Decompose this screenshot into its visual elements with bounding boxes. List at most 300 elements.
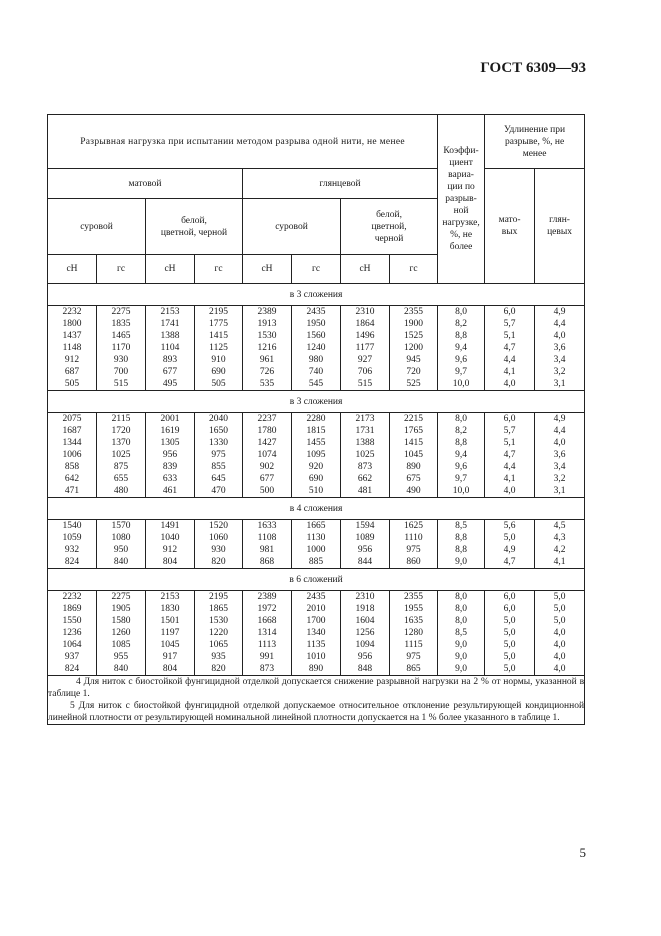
data-value: 675 bbox=[406, 474, 421, 484]
data-value: 1130 bbox=[306, 533, 326, 543]
data-value: 1731 bbox=[355, 426, 375, 436]
data-value: 8,8 bbox=[455, 438, 467, 448]
data-value: 1780 bbox=[257, 426, 277, 436]
data-value: 1765 bbox=[404, 426, 424, 436]
data-value: 1085 bbox=[111, 640, 131, 650]
section-data-row bbox=[48, 306, 585, 391]
note-4: 4 Для ниток с биостойкой фунгицидной отделкой допускается снижение разрывной нагрузки на 2 % от нормы, указанной в таблице 1. bbox=[48, 677, 585, 699]
data-column bbox=[146, 413, 195, 498]
data-value: 9,0 bbox=[455, 557, 467, 567]
data-value: 920 bbox=[308, 462, 324, 472]
data-value: 1197 bbox=[160, 628, 180, 638]
data-column bbox=[390, 306, 438, 391]
data-value: 1000 bbox=[306, 545, 326, 555]
data-column bbox=[341, 413, 390, 498]
data-value: 1060 bbox=[209, 533, 228, 543]
data-value: 2435 bbox=[306, 592, 326, 602]
data-value: 917 bbox=[162, 652, 178, 662]
data-value: 3,6 bbox=[553, 450, 566, 460]
data-value: 1665 bbox=[306, 521, 326, 531]
data-value: 975 bbox=[406, 545, 421, 555]
data-value: 1064 bbox=[62, 640, 82, 650]
section-title-row bbox=[48, 498, 585, 520]
data-value: 8,8 bbox=[455, 331, 467, 341]
data-value: 930 bbox=[211, 545, 226, 555]
data-value: 840 bbox=[113, 664, 129, 674]
data-value: 1900 bbox=[404, 319, 424, 329]
data-value: 9,7 bbox=[455, 474, 467, 484]
data-value: 956 bbox=[357, 652, 373, 662]
data-value: 720 bbox=[406, 367, 421, 377]
data-value: 1045 bbox=[404, 450, 424, 460]
data-value: 961 bbox=[259, 355, 275, 365]
data-value: 706 bbox=[357, 367, 373, 377]
data-value: 5,7 bbox=[503, 426, 516, 436]
data-column bbox=[535, 413, 585, 498]
data-value: 1074 bbox=[257, 450, 277, 460]
data-value: 945 bbox=[406, 355, 421, 365]
data-value: 4,1 bbox=[553, 557, 566, 567]
data-value: 1560 bbox=[306, 331, 326, 341]
data-value: 655 bbox=[113, 474, 129, 484]
data-value: 3,2 bbox=[553, 474, 566, 484]
data-sections bbox=[48, 284, 585, 676]
data-value: 5,0 bbox=[553, 592, 566, 602]
data-value: 5,0 bbox=[503, 664, 516, 674]
header-row-2 bbox=[48, 169, 585, 199]
data-column bbox=[195, 413, 243, 498]
data-value: 1025 bbox=[355, 450, 375, 460]
data-column bbox=[48, 306, 97, 391]
data-value: 912 bbox=[64, 355, 80, 365]
data-value: 495 bbox=[162, 379, 178, 389]
data-value: 1370 bbox=[111, 438, 131, 448]
data-value: 471 bbox=[64, 486, 80, 496]
data-value: 2310 bbox=[355, 307, 375, 317]
data-value: 1110 bbox=[404, 533, 423, 543]
unit-gs: гс bbox=[390, 255, 438, 284]
data-value: 3,4 bbox=[553, 355, 566, 365]
elongation-matte-header: мато- вых bbox=[485, 169, 535, 284]
data-value: 3,1 bbox=[553, 486, 566, 496]
data-value: 4,4 bbox=[553, 426, 566, 436]
data-value: 9,6 bbox=[455, 355, 467, 365]
data-value: 1864 bbox=[355, 319, 375, 329]
elongation-header: Удлинение при разрыве, %, не менее bbox=[485, 115, 585, 169]
data-value: 470 bbox=[211, 486, 226, 496]
section-data-row bbox=[48, 520, 585, 569]
glossy-raw-header: суровой bbox=[243, 199, 341, 255]
data-value: 1216 bbox=[257, 343, 277, 353]
data-value: 690 bbox=[308, 474, 324, 484]
data-value: 5,0 bbox=[503, 628, 516, 638]
document-code: ГОСТ 6309—93 bbox=[480, 60, 586, 76]
notes-row bbox=[48, 676, 585, 725]
data-value: 824 bbox=[64, 664, 80, 674]
data-value: 930 bbox=[113, 355, 129, 365]
data-value: 2389 bbox=[257, 307, 277, 317]
data-value: 505 bbox=[211, 379, 226, 389]
data-value: 2075 bbox=[62, 414, 82, 424]
elongation-glossy-header: глян- цевых bbox=[535, 169, 585, 284]
data-value: 505 bbox=[64, 379, 80, 389]
data-value: 8,5 bbox=[455, 521, 467, 531]
data-column bbox=[341, 520, 390, 569]
data-column bbox=[97, 306, 146, 391]
coef-variation-header: Коэффи- циент вариа- ции по разрыв- ной нагрузке, %, не более bbox=[438, 115, 485, 284]
data-value: 2355 bbox=[404, 307, 424, 317]
data-value: 4,1 bbox=[503, 367, 516, 377]
data-value: 1415 bbox=[209, 331, 228, 341]
data-value: 858 bbox=[64, 462, 80, 472]
data-value: 1427 bbox=[257, 438, 277, 448]
data-column bbox=[438, 520, 485, 569]
data-value: 1594 bbox=[355, 521, 375, 531]
data-column bbox=[243, 591, 292, 676]
data-value: 937 bbox=[64, 652, 80, 662]
data-value: 2232 bbox=[62, 307, 82, 317]
data-value: 910 bbox=[211, 355, 226, 365]
data-value: 1113 bbox=[257, 640, 277, 650]
data-column bbox=[48, 591, 97, 676]
data-value: 848 bbox=[357, 664, 373, 674]
data-value: 1094 bbox=[355, 640, 375, 650]
data-value: 9,6 bbox=[455, 462, 467, 472]
data-value: 642 bbox=[64, 474, 80, 484]
data-value: 1170 bbox=[111, 343, 131, 353]
data-column bbox=[97, 591, 146, 676]
data-value: 6,0 bbox=[503, 414, 516, 424]
section-title-row bbox=[48, 391, 585, 413]
data-value: 885 bbox=[308, 557, 324, 567]
data-value: 677 bbox=[259, 474, 275, 484]
data-value: 6,0 bbox=[503, 307, 516, 317]
data-value: 5,0 bbox=[503, 640, 516, 650]
data-value: 1040 bbox=[160, 533, 180, 543]
data-value: 839 bbox=[162, 462, 178, 472]
data-value: 804 bbox=[162, 664, 178, 674]
data-value: 2215 bbox=[404, 414, 424, 424]
data-value: 515 bbox=[357, 379, 373, 389]
data-value: 2040 bbox=[209, 414, 228, 424]
data-value: 1604 bbox=[355, 616, 375, 626]
data-value: 1455 bbox=[306, 438, 326, 448]
data-value: 8,8 bbox=[455, 545, 467, 555]
data-column bbox=[485, 520, 535, 569]
data-column bbox=[341, 306, 390, 391]
data-value: 824 bbox=[64, 557, 80, 567]
data-value: 1388 bbox=[160, 331, 180, 341]
data-value: 4,7 bbox=[503, 450, 516, 460]
data-value: 8,8 bbox=[455, 533, 467, 543]
data-value: 5,1 bbox=[503, 438, 516, 448]
data-value: 740 bbox=[308, 367, 324, 377]
data-value: 2010 bbox=[306, 604, 326, 614]
data-value: 975 bbox=[211, 450, 226, 460]
data-value: 1095 bbox=[306, 450, 326, 460]
data-value: 2001 bbox=[160, 414, 180, 424]
data-value: 6,0 bbox=[503, 592, 516, 602]
data-value: 9,0 bbox=[455, 664, 467, 674]
data-value: 1570 bbox=[111, 521, 131, 531]
data-value: 1668 bbox=[257, 616, 277, 626]
data-value: 855 bbox=[211, 462, 226, 472]
section-title-row bbox=[48, 284, 585, 306]
section-title: в 3 сложения bbox=[48, 284, 585, 306]
data-value: 2237 bbox=[257, 414, 277, 424]
unit-gs: гс bbox=[97, 255, 146, 284]
section-title: в 3 сложения bbox=[48, 391, 585, 413]
data-column bbox=[535, 520, 585, 569]
data-value: 2153 bbox=[160, 307, 180, 317]
data-value: 975 bbox=[406, 652, 421, 662]
data-value: 535 bbox=[259, 379, 275, 389]
data-value: 1530 bbox=[257, 331, 277, 341]
data-value: 1530 bbox=[209, 616, 228, 626]
section-data-row bbox=[48, 413, 585, 498]
data-value: 6,0 bbox=[503, 604, 516, 614]
data-value: 2310 bbox=[355, 592, 375, 602]
notes-cell bbox=[48, 676, 585, 725]
data-column bbox=[535, 306, 585, 391]
data-value: 5,0 bbox=[553, 616, 566, 626]
data-value: 1815 bbox=[306, 426, 326, 436]
data-value: 890 bbox=[406, 462, 421, 472]
data-value: 10,0 bbox=[452, 486, 470, 496]
matte-header: матовой bbox=[48, 169, 243, 199]
data-value: 873 bbox=[357, 462, 373, 472]
data-value: 1830 bbox=[160, 604, 180, 614]
data-value: 2275 bbox=[111, 592, 131, 602]
data-value: 840 bbox=[113, 557, 129, 567]
data-value: 865 bbox=[406, 664, 421, 674]
data-value: 4,0 bbox=[503, 379, 516, 389]
data-value: 902 bbox=[259, 462, 275, 472]
data-value: 2232 bbox=[62, 592, 82, 602]
data-value: 1415 bbox=[404, 438, 424, 448]
data-column bbox=[485, 306, 535, 391]
data-value: 2280 bbox=[306, 414, 326, 424]
data-value: 1388 bbox=[355, 438, 375, 448]
data-value: 1491 bbox=[160, 521, 180, 531]
data-value: 4,0 bbox=[553, 652, 566, 662]
note-5: 5 Для ниток с биостойкой фунгицидной отделкой допускаемое относительное отклонение результирующей кондиционной линейной плотности от результирующей номинальной линейной плотности допускается на 1 % более указанного в таблице 1. bbox=[48, 701, 585, 723]
data-column bbox=[438, 413, 485, 498]
data-column bbox=[243, 413, 292, 498]
data-value: 8,0 bbox=[455, 307, 467, 317]
data-value: 726 bbox=[259, 367, 275, 377]
data-value: 1330 bbox=[209, 438, 228, 448]
data-value: 1540 bbox=[62, 521, 82, 531]
data-value: 956 bbox=[357, 545, 373, 555]
data-value: 2355 bbox=[404, 592, 424, 602]
data-value: 8,2 bbox=[455, 319, 467, 329]
data-column bbox=[48, 520, 97, 569]
data-value: 4,9 bbox=[553, 414, 566, 424]
page-number: 5 bbox=[579, 845, 586, 860]
section-data-row bbox=[48, 591, 585, 676]
data-value: 4,9 bbox=[503, 545, 516, 555]
data-value: 5,1 bbox=[503, 331, 516, 341]
data-value: 4,1 bbox=[503, 474, 516, 484]
unit-cn: сН bbox=[243, 255, 292, 284]
data-value: 956 bbox=[162, 450, 178, 460]
data-value: 875 bbox=[113, 462, 129, 472]
data-value: 1835 bbox=[111, 319, 131, 329]
data-value: 4,7 bbox=[503, 343, 516, 353]
data-value: 804 bbox=[162, 557, 178, 567]
data-value: 4,2 bbox=[553, 545, 566, 555]
data-value: 4,0 bbox=[553, 331, 566, 341]
data-value: 1775 bbox=[209, 319, 228, 329]
data-value: 991 bbox=[259, 652, 275, 662]
data-column bbox=[438, 591, 485, 676]
data-column bbox=[535, 591, 585, 676]
breaking-load-header: Разрывная нагрузка при испытании методом разрыва одной нити, не менее bbox=[48, 115, 438, 169]
data-value: 545 bbox=[308, 379, 324, 389]
data-value: 2115 bbox=[111, 414, 131, 424]
data-value: 1104 bbox=[160, 343, 180, 353]
data-value: 510 bbox=[308, 486, 324, 496]
data-column bbox=[195, 591, 243, 676]
data-value: 1465 bbox=[111, 331, 131, 341]
data-column bbox=[48, 413, 97, 498]
data-value: 9,4 bbox=[455, 343, 467, 353]
data-column bbox=[292, 413, 341, 498]
data-value: 4,4 bbox=[553, 319, 566, 329]
data-value: 5,0 bbox=[553, 604, 566, 614]
data-value: 461 bbox=[162, 486, 178, 496]
data-value: 8,0 bbox=[455, 414, 467, 424]
data-value: 1177 bbox=[355, 343, 375, 353]
data-value: 2389 bbox=[257, 592, 277, 602]
data-value: 873 bbox=[259, 664, 275, 674]
data-value: 1633 bbox=[257, 521, 277, 531]
data-value: 5,0 bbox=[503, 616, 516, 626]
data-value: 662 bbox=[357, 474, 373, 484]
data-value: 1148 bbox=[62, 343, 82, 353]
data-value: 8,2 bbox=[455, 426, 467, 436]
data-value: 1236 bbox=[62, 628, 82, 638]
data-value: 1550 bbox=[62, 616, 82, 626]
data-value: 5,6 bbox=[503, 521, 516, 531]
data-value: 955 bbox=[113, 652, 129, 662]
data-value: 1340 bbox=[306, 628, 326, 638]
data-value: 9,7 bbox=[455, 367, 467, 377]
data-value: 1625 bbox=[404, 521, 424, 531]
data-value: 3,4 bbox=[553, 462, 566, 472]
data-value: 1700 bbox=[306, 616, 326, 626]
data-column bbox=[146, 520, 195, 569]
data-column bbox=[438, 306, 485, 391]
data-column bbox=[292, 520, 341, 569]
data-column bbox=[97, 413, 146, 498]
data-column bbox=[195, 520, 243, 569]
data-column bbox=[485, 591, 535, 676]
data-column bbox=[97, 520, 146, 569]
data-value: 1501 bbox=[160, 616, 180, 626]
data-value: 1918 bbox=[355, 604, 375, 614]
data-value: 1913 bbox=[257, 319, 277, 329]
data-value: 1635 bbox=[404, 616, 424, 626]
data-value: 4,3 bbox=[553, 533, 566, 543]
data-value: 2275 bbox=[111, 307, 131, 317]
data-value: 1065 bbox=[209, 640, 228, 650]
data-value: 9,0 bbox=[455, 652, 467, 662]
data-value: 1256 bbox=[355, 628, 375, 638]
data-value: 2195 bbox=[209, 307, 228, 317]
data-column bbox=[390, 520, 438, 569]
data-value: 1687 bbox=[62, 426, 82, 436]
unit-cn: сН bbox=[48, 255, 97, 284]
unit-cn: сН bbox=[146, 255, 195, 284]
data-value: 844 bbox=[357, 557, 373, 567]
data-value: 1520 bbox=[209, 521, 228, 531]
data-value: 633 bbox=[162, 474, 178, 484]
data-value: 935 bbox=[211, 652, 226, 662]
data-value: 4,0 bbox=[503, 486, 516, 496]
data-value: 1650 bbox=[209, 426, 228, 436]
data-value: 1580 bbox=[111, 616, 131, 626]
data-value: 1006 bbox=[62, 450, 82, 460]
data-value: 1869 bbox=[62, 604, 82, 614]
data-value: 4,0 bbox=[553, 628, 566, 638]
header-row-1 bbox=[48, 115, 585, 169]
data-value: 1305 bbox=[160, 438, 180, 448]
data-value: 1220 bbox=[209, 628, 228, 638]
data-value: 5,0 bbox=[503, 533, 516, 543]
data-value: 1080 bbox=[111, 533, 131, 543]
data-value: 912 bbox=[162, 545, 178, 555]
data-value: 2173 bbox=[355, 414, 375, 424]
data-value: 927 bbox=[357, 355, 373, 365]
data-value: 1720 bbox=[111, 426, 131, 436]
data-value: 3,2 bbox=[553, 367, 566, 377]
data-value: 1108 bbox=[257, 533, 277, 543]
data-value: 2153 bbox=[160, 592, 180, 602]
data-value: 4,4 bbox=[503, 355, 516, 365]
data-column bbox=[292, 306, 341, 391]
data-value: 1240 bbox=[306, 343, 326, 353]
data-value: 1865 bbox=[209, 604, 228, 614]
section-title-row bbox=[48, 569, 585, 591]
data-value: 1010 bbox=[306, 652, 326, 662]
data-value: 8,0 bbox=[455, 604, 467, 614]
data-column bbox=[341, 591, 390, 676]
data-value: 10,0 bbox=[452, 379, 470, 389]
data-value: 690 bbox=[211, 367, 226, 377]
data-value: 1025 bbox=[111, 450, 131, 460]
data-value: 2195 bbox=[209, 592, 228, 602]
data-value: 677 bbox=[162, 367, 178, 377]
data-value: 700 bbox=[113, 367, 129, 377]
unit-gs: гс bbox=[292, 255, 341, 284]
data-column bbox=[390, 591, 438, 676]
data-value: 1260 bbox=[111, 628, 131, 638]
data-value: 4,0 bbox=[553, 438, 566, 448]
data-value: 1496 bbox=[355, 331, 375, 341]
data-value: 868 bbox=[259, 557, 275, 567]
data-value: 1905 bbox=[111, 604, 131, 614]
data-value: 480 bbox=[113, 486, 129, 496]
data-value: 3,1 bbox=[553, 379, 566, 389]
data-value: 9,0 bbox=[455, 640, 467, 650]
data-value: 820 bbox=[211, 664, 226, 674]
data-value: 3,6 bbox=[553, 343, 566, 353]
data-value: 1955 bbox=[404, 604, 424, 614]
data-value: 645 bbox=[211, 474, 226, 484]
matte-white-header: белой, цветной, черной bbox=[146, 199, 243, 255]
